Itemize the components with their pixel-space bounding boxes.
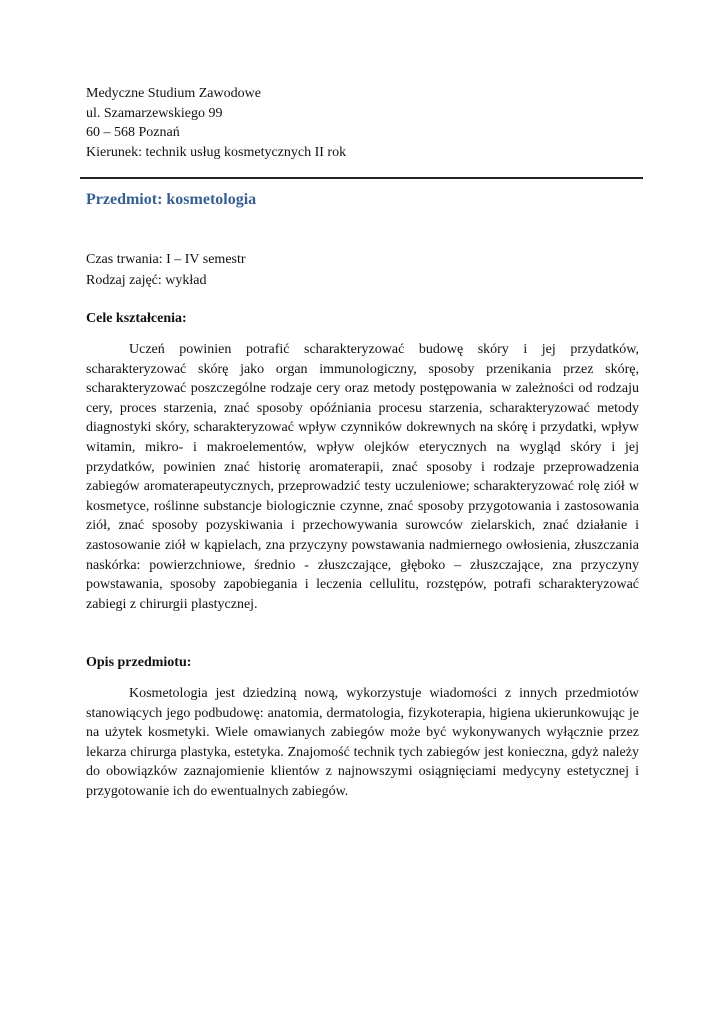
course-meta — [86, 249, 246, 291]
goals-heading: Cele kształcenia: — [86, 311, 187, 326]
postal-city: 60 – 568 Poznań — [86, 125, 180, 140]
header-divider — [80, 177, 643, 179]
street-address: ul. Szamarzewskiego 99 — [86, 105, 223, 121]
class-type: Rodzaj zajęć: wykład — [86, 273, 207, 288]
program-line: Kierunek: technik usług kosmetycznych II rok — [86, 144, 347, 160]
course-duration: Czas trwania: I – IV semestr — [86, 252, 246, 267]
school-address-block — [86, 84, 646, 162]
school-name: Medyczne Studium Zawodowe — [86, 86, 261, 101]
goals-paragraph: Uczeń powinien potrafić scharakteryzować budowę skóry i jej przydatków, scharakteryzować skórę jako organ immunologiczny, sposoby przenikania przez skórę, scharakteryzować poszczególne rodzaje cery oraz metody postępowania w zależności od rodzaju cery, proces starzenia, znać sposoby opóźniania procesu starzenia, scharakteryzować metody diagnostyki skóry, scharakteryzować wpływ czynników dokrewnych na skórę i przydatki, wpływ witamin, mikro- i makroelementów, wpływ olejków eterycznych na wygląd skóry i jej przydatków, powinien znać historię aromaterapii, znać sposoby i rodzaje przeprowadzenia zabiegów aromaterapeutycznych, przeprowadzić testy uczuleniowe; scharakteryzować rolę ziół w kosmetyce, roślinne substancje biologicznie czynne, znać sposoby przygotowania i zastosowania ziół, znać sposoby pozyskiwania i przechowywania surowców zielarskich, znać działanie i zastosowanie ziół w kąpielach, zna przyczyny powstawania nadmiernego owłosienia, złuszczania naskórka: powierzchniowe, średnio - złuszczające, głęboko – złuszczające, zna przyczyny powstawania, sposoby zapobiegania i leczenia cellulitu, rozstępów, potrafi scharakteryzować zabiegi z chirurgii plastycznej. — [86, 342, 639, 612]
subject-title: Przedmiot: kosmetologia — [86, 191, 257, 208]
description-paragraph: Kosmetologia jest dziedziną nową, wykorzystuje wiadomości z innych przedmiotów stanowiących jego podbudowę: anatomia, dermatologia, fizykoterapia, higiena ukierunkowując je na użytek kosmetyki. Wiele omawianych zabiegów może być wykonywanych wyłącznie przez lekarza chirurga plastyka, estetyka. Znajomość technik tych zabiegów jest konieczna, gdyż należy do obowiązków zaznajomienie klientów z najnowszymi osiągnięciami medycyny estetycznej i przygotowanie ich do ewentualnych zabiegów. — [86, 686, 639, 799]
description-heading: Opis przedmiotu: — [86, 655, 192, 670]
